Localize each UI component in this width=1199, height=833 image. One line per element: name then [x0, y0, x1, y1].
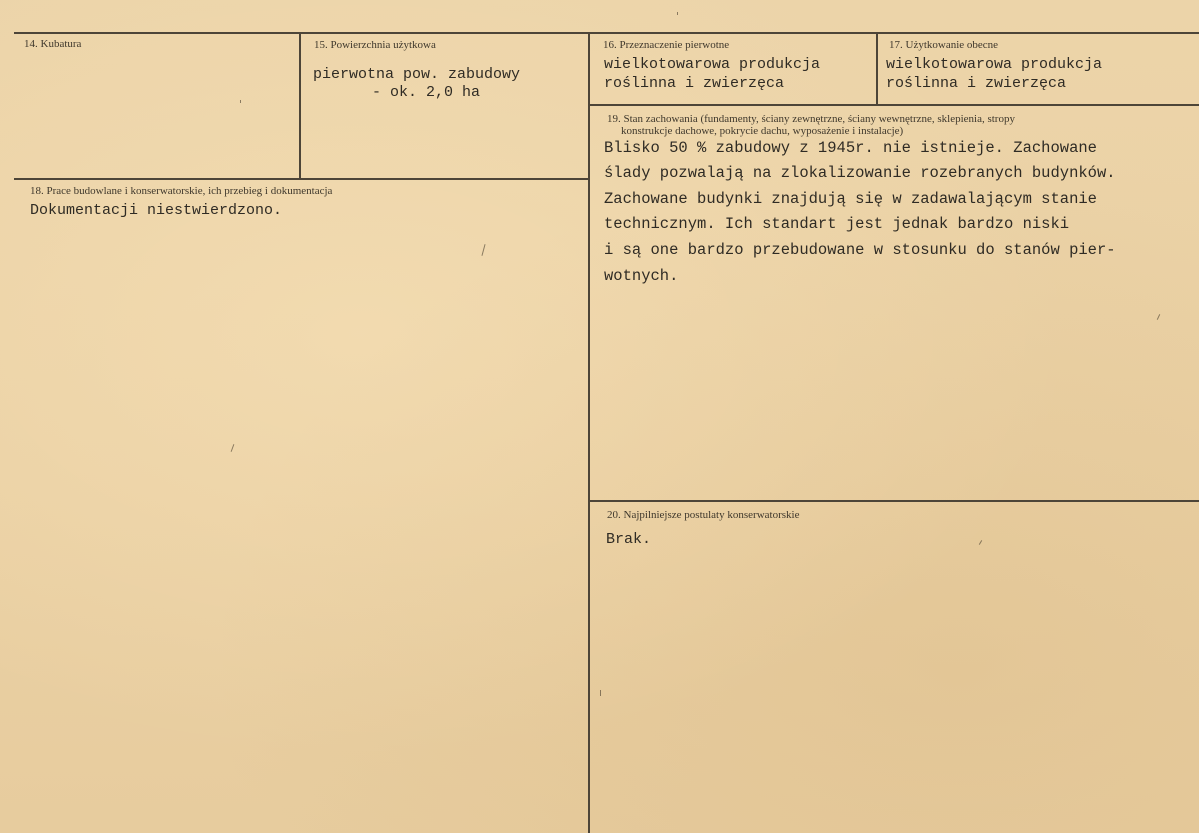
divider-line-col-16-17 [876, 32, 878, 104]
field-19-label-line-1: 19. Stan zachowania (fundamenty, ściany zewnętrzne, ściany wewnętrzne, sklepienia, stropy [607, 113, 1015, 125]
field-19-value-line-6: wotnych. [604, 267, 679, 285]
paper-mark [600, 690, 601, 696]
field-19-value-line-3: Zachowane budynki znajdują się w zadawalającym stanie [604, 190, 1097, 208]
divider-line-row3-right [590, 500, 1199, 502]
field-18-label: 18. Prace budowlane i konserwatorskie, ich przebieg i dokumentacja [30, 185, 333, 197]
field-19-label-line-2: konstrukcje dachowe, pokrycie dachu, wyposażenie i instalacje) [621, 125, 904, 137]
paper-mark [677, 12, 678, 15]
divider-line-center [588, 32, 590, 833]
field-19-value-line-1: Blisko 50 % zabudowy z 1945r. nie istnieje. Zachowane [604, 139, 1097, 157]
paper-mark [1157, 314, 1160, 320]
field-18-value: Dokumentacji niestwierdzono. [30, 202, 283, 219]
divider-line-col-14-15 [299, 32, 301, 178]
paper-mark [979, 540, 982, 545]
field-15-value-line-2: - ok. 2,0 ha [372, 84, 481, 101]
field-16-value-line-2: roślinna i zwierzęca [604, 75, 785, 92]
field-17-value-line-1: wielkotowarowa produkcja [886, 56, 1103, 73]
field-17-value-line-2: roślinna i zwierzęca [886, 75, 1067, 92]
field-15-value-line-1: pierwotna pow. zabudowy [313, 66, 521, 83]
field-17-label: 17. Użytkowanie obecne [889, 39, 999, 51]
field-19-value-line-2: ślady pozwalają na zlokalizowanie rozebranych budynków. [604, 164, 1116, 182]
divider-line-row1-right [590, 104, 1199, 106]
field-20-value: Brak. [606, 531, 652, 548]
field-16-label: 16. Przeznaczenie pierwotne [603, 39, 730, 51]
paper-mark [240, 100, 241, 103]
field-14-label: 14. Kubatura [24, 38, 82, 50]
field-16-value-line-1: wielkotowarowa produkcja [604, 56, 821, 73]
field-15-label: 15. Powierzchnia użytkowa [314, 39, 436, 51]
paper-mark [481, 244, 485, 256]
paper-mark [231, 444, 235, 452]
field-20-label: 20. Najpilniejsze postulaty konserwatorskie [607, 509, 800, 521]
top-border-line [14, 32, 1199, 34]
field-19-value-line-5: i są one bardzo przebudowane w stosunku do stanów pier- [604, 241, 1116, 259]
field-19-value-line-4: technicznym. Ich standart jest jednak bardzo niski [604, 215, 1070, 233]
divider-line-row2-left [14, 178, 590, 180]
